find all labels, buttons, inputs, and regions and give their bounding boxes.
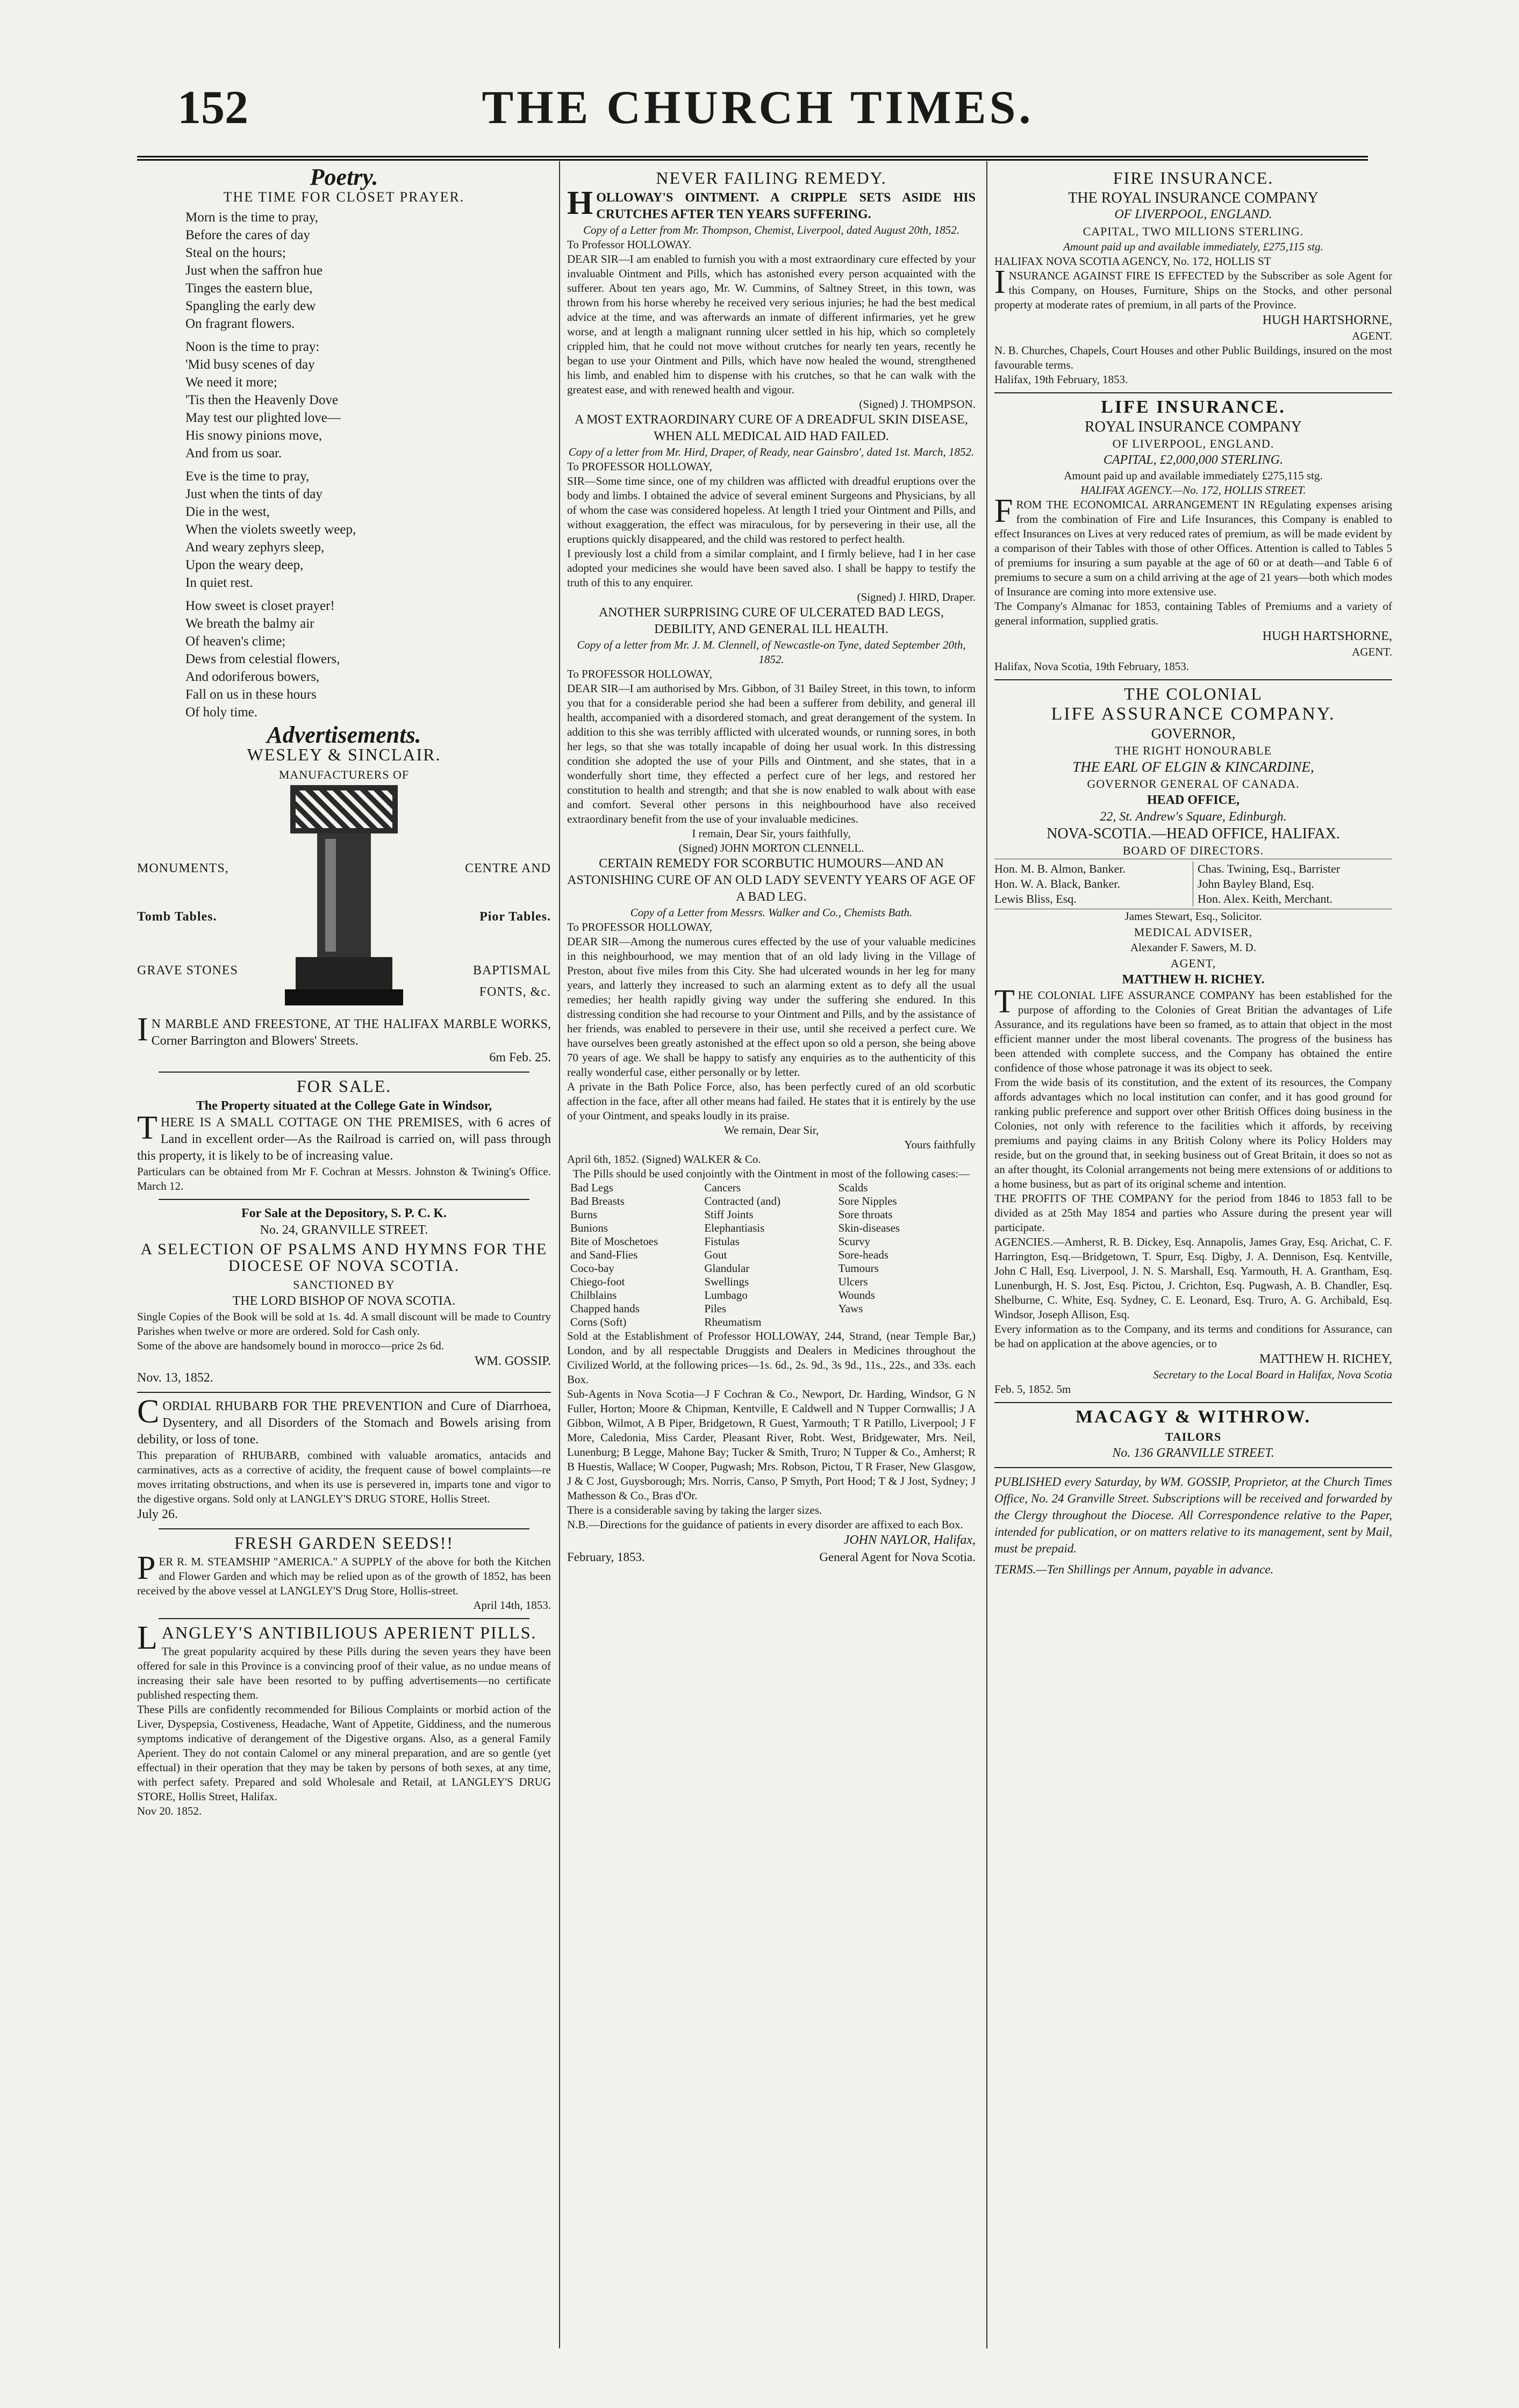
advertisements-heading: Advertisements. — [267, 722, 421, 748]
wesley-sinclair-ad — [137, 746, 551, 1066]
divider — [159, 1618, 529, 1619]
poem-stanza: Morn is the time to pray, Before the cares of day Steal on the hours; Just when the saffron hue Tinges the eastern blue, Spangling the early dew On fragrant flowers. — [185, 210, 323, 331]
governor-name: THE EARL OF ELGIN & KINCARDINE, — [1072, 759, 1314, 775]
ailment: Lumbago — [704, 1289, 748, 1302]
ailment: Scalds — [838, 1181, 868, 1194]
ailment: Bad Legs — [570, 1181, 613, 1194]
life-company: ROYAL INSURANCE COMPANY — [1085, 419, 1302, 435]
ad-title: WESLEY & SINCLAIR. — [247, 745, 441, 764]
label-centre-and: CENTRE AND — [465, 861, 551, 875]
ad-body: The great popularity acquired by these Pills during the seven years they have been offered for sale in this Province is a convincing proof of their value, as no undue means of increasing their sale have been resorted to by puffing advertisements—no certificate published respecting them. — [137, 1645, 551, 1701]
divider — [159, 1072, 529, 1073]
macagy-title: MACAGY & WITHROW. — [1076, 1407, 1311, 1427]
testimonial-heading: CERTAIN REMEDY FOR SCORBUTIC HUMOURS—AND AN ASTONISHING CURE OF AN OLD LADY SEVENTY YEARS OF AGE OF A BAD LEG. — [567, 857, 976, 904]
ailment: Coco-bay — [570, 1262, 614, 1275]
psalms-ad — [137, 1205, 551, 1386]
ailment: Tumours — [838, 1262, 879, 1275]
director: Hon. W. A. Black, Banker. — [994, 877, 1121, 890]
ailment: Sore Nipples — [838, 1195, 897, 1207]
ad-body: PER R. M. STEAMSHIP "AMERICA." A SUPPLY of the above for both the Kitchen and Flower Garden and which may be relied upon as of the growth of 1852, has been received by the above vessel at LANGLEY'S Drug Store, Hollis-street. — [137, 1550, 551, 1597]
medical-adviser-label: MEDICAL ADVISER, — [1134, 925, 1253, 939]
letter-addressee: To PROFESSOR HOLLOWAY, — [567, 460, 712, 473]
column-3 — [994, 167, 1392, 2348]
font-foot — [285, 989, 403, 1005]
ad-sale-line: For Sale at the Depository, S. P. C. K. — [241, 1206, 447, 1220]
ailment: Fistulas — [704, 1235, 740, 1248]
sold-at: Sold at the Establishment of Professor HOLLOWAY, 244, Strand, (near Temple Bar,) London, and by all respectable Druggists and Dealers in Medicines throughout the Civilized World, at the following prices—1s. 6d., 2s. 9d., 3s 9d., 11s., 22s., and 33s. each Box. — [567, 1329, 976, 1386]
ad-title: FOR SALE. — [296, 1076, 392, 1096]
font-bowl-pattern — [296, 790, 392, 828]
colonial-agencies: AGENCIES.—Amherst, R. B. Dickey, Esq. Annapolis, James Gray, Esq. Arichat, C. F. Harrington, Esq.—Bridgetown, T. Spurr, Esq. Digby, J. A. Dennison, Esq. Kentville, John C Hall, Esq. Liverpool, J. N. S. Marshall, Esq. Yarmouth, H. A. Grantham, Esq. Lunenburgh, H. S. Jost, Esq. Pictou, J. Crichton, Esq. Pugwash, A. B. Chandler, Esq. Shelburne, C. White, Esq. Sydney, C. E. Leonard, Esq. Truro, A. G. Archibald, Esq. Windsor, Joseph Allison, Esq. — [994, 1235, 1392, 1321]
ailment: Elephantiasis — [704, 1221, 765, 1234]
letter-body: DEAR SIR—I am enabled to furnish you with a most extraordinary cure effected by your invaluable Ointment and Pills, which has astonished every person acquainted with the sufferer. About ten years ago, Mr. W. Cummins, of Saltney Street, in this town, was thrown from his horse whereby he received very serious injuries; he had the best medical advice at the time, and was afterwards an inmate of different infirmaries, yet he grew worse, and at length a malignant running ulcer settled in his hip, which so completely crippled him, that he could not move without crutches for nearly ten years, recently he began to use your Ointment and Pills, which have now healed the wound, strengthened his limb, and enabled him to dispense with his crutches, so that he can walk with the greatest ease, and with renewed health and vigour. — [567, 253, 976, 396]
ailment: Sore-heads — [838, 1248, 889, 1261]
colonial-signature-role: Secretary to the Local Board in Halifax, Nova Scotia — [1153, 1368, 1392, 1381]
governor-role: GOVERNOR GENERAL OF CANADA. — [1087, 777, 1300, 790]
life-almanac: The Company's Almanac for 1853, containing Tables of Premiums and a variety of general information, supplied gratis. — [994, 600, 1392, 627]
poetry-heading: Poetry. — [310, 167, 378, 190]
head-office: HEAD OFFICE, — [1147, 793, 1239, 807]
remedy-heading: NEVER FAILING REMEDY. — [656, 168, 887, 188]
ailment: Wounds — [838, 1289, 875, 1302]
colonial-info: Every information as to the Company, and its terms and conditions for Assurance, can be had on application at the above agencies, or to — [994, 1322, 1392, 1350]
poem-stanza: Noon is the time to pray: 'Mid busy scenes of day We need it more; 'Tis then the Heavenly Dove May test our plighted love— His snowy pinions move, And from us soar. — [185, 340, 341, 461]
fire-insurance-heading: FIRE INSURANCE. — [1113, 168, 1274, 188]
directors-right — [1193, 861, 1392, 907]
life-agency: HALIFAX AGENCY.—No. 172, HOLLIS STREET. — [1080, 484, 1306, 497]
macagy-address: No. 136 GRANVILLE STREET. — [1112, 1446, 1274, 1460]
colonial-body: From the wide basis of its constitution, and the extent of its resources, the Company affords advantages which no local institution can confer, and it has good ground for ranking public preference and support over other British Offices doing business in the Colonies, not only with reference to the facilities which it affords, by receiving premiums and paying claims in any British Colony where its Policy Holders may reside, but on the ground that, in seeking business out of Great Britain, it does so not as an after thought, its Colonial arrangements not being mere extensions of or additions to a home business, but as part of its original scheme and intention. — [994, 1076, 1392, 1190]
seeds-ad — [137, 1535, 551, 1613]
board-heading: BOARD OF DIRECTORS. — [1122, 844, 1264, 857]
colonial-body: THE COLONIAL LIFE ASSURANCE COMPANY has been established for the purpose of affording to the Colonies of Great Britian the advantages of Life Assurance, and its regulations have been so framed, as to attain that object in the most efficient manner under the most liberal covenants. The progress of the business has been attended with complete success, and the Company has obtained the entire confidence of those whose patronage it was its object to seek. — [994, 983, 1392, 1074]
page-header — [32, 81, 1484, 150]
fire-agent-role: AGENT. — [1352, 329, 1392, 342]
director: Hon. M. B. Almon, Banker. — [994, 862, 1126, 875]
solicitor: James Stewart, Esq., Solicitor. — [1124, 910, 1262, 923]
agent-role: General Agent for Nova Scotia. — [819, 1550, 976, 1564]
letter-addressee: To Professor HOLLOWAY. — [567, 238, 692, 251]
langley-pills-ad — [137, 1620, 551, 1818]
ailment: Bite of Moschetoes — [570, 1235, 658, 1248]
ad-bishop: THE LORD BISHOP OF NOVA SCOTIA. — [232, 1294, 456, 1308]
life-insurance-heading: LIFE INSURANCE. — [1101, 397, 1286, 417]
letter-closing: We remain, Dear Sir, — [723, 1124, 819, 1137]
fire-date: Halifax, 19th February, 1853. — [994, 373, 1128, 386]
letter-source: Copy of a Letter from Mr. Thompson, Chemist, Liverpool, dated August 20th, 1852. — [583, 224, 959, 236]
column-2 — [567, 167, 976, 2348]
header-rule — [137, 156, 1368, 161]
divider — [159, 1528, 529, 1529]
agent-footer — [567, 1549, 976, 1565]
ad-subtitle: MANUFACTURERS OF — [278, 768, 410, 781]
governor-label: GOVERNOR, — [1151, 725, 1236, 742]
saving-note: There is a considerable saving by taking the larger sizes. — [567, 1504, 822, 1516]
fire-paid: Amount paid up and available immediately, £275,115 stg. — [1063, 240, 1323, 253]
letter-source: Copy of a letter from Mr. Hird, Draper, of Ready, near Gainsbro', dated 1st. March, 1852. — [568, 445, 975, 458]
ad-sanction: SANCTIONED BY — [293, 1278, 395, 1291]
ailment: Chapped hands — [570, 1302, 640, 1315]
font-base — [296, 957, 392, 989]
rhubarb-ad — [137, 1393, 551, 1523]
ailment: Burns — [570, 1208, 598, 1221]
column-1 — [137, 167, 551, 2348]
sub-agents: Sub-Agents in Nova Scotia—J F Cochran & Co., Newport, Dr. Harding, Windsor, G N Fuller, Horton; Moore & Chipman, Kentville, E Caldwell and N Tupper Cornwallis; J A Gibbon, Wilmot, A B Piper, Bridgetown, R Guest, Yarmouth; T R Patillo, Liverpool; J F More, Caledonia, Miss Carder, Pleasant River, Robt. West, Bridgewater, Mrs. Neil, Lunenburg; B Legge, Mahone Bay; Tucker & Smith, Truro; N Tupper & Co., Amherst; R B Huestis, Wallace; W Cooper, Pugwash; Mrs. Robson, Pictou, T R Fraser, New Glasgow, J & C Jost, Guysborough; Mrs. Norris, Canso, P Smyth, Port Hood; T & J Jost, Sydney; J Mathesson & Co., Bras d'Or. — [567, 1388, 976, 1502]
ailment: Yaws — [838, 1302, 863, 1315]
ailment: Chiego-foot — [570, 1275, 625, 1288]
fire-body: INSURANCE AGAINST FIRE IS EFFECTED by the Subscriber as sole Agent for this Company, on Houses, Furniture, Ships on the Stocks, and other personal property at moderate rates of premium, in all parts of the Province. — [994, 264, 1392, 311]
agent-label: AGENT, — [1170, 957, 1216, 970]
column-divider — [986, 161, 987, 2348]
letter-source: Copy of a letter from Mr. J. M. Clennell, of Newcastle-on Tyne, dated September 20th, 1852. — [577, 638, 966, 666]
ad-date: Nov 20. 1852. — [137, 1805, 202, 1817]
terms-notice: TERMS.—Ten Shillings per Annum, payable in advance. — [994, 1563, 1274, 1576]
ailment: Chilblains — [570, 1289, 617, 1302]
poem-stanza: How sweet is closet prayer! We breath the balmy air Of heaven's clime; Dews from celestial flowers, And odoriferous bowers, Fall on us in these hours Of holy time. — [185, 599, 340, 720]
letter-body: A private in the Bath Police Force, also, has been perfectly cured of an old scorbutic affection in the face, after all other means had failed. He states that it is entirely by the use of your Ointment, and speaks loudly in its praise. — [567, 1080, 976, 1122]
page-number: 152 — [177, 82, 248, 134]
ailment: Ulcers — [838, 1275, 868, 1288]
letter-body: DEAR SIR—I am authorised by Mrs. Gibbon, of 31 Bailey Street, in this town, to inform you that for a considerable period she had been a sufferer from debility, and general ill health, accompanied with a disordered stomach, and great derangement of the system. In addition to this she was terribly afflicted with ulcerated wounds, or running sores, in both her legs, so that she was totally incapable of doing her usual work. In this distressing condition she adopted the use of your Pills and Ointment, and she states, that in a wonderfully short time, they effected a perfect cure of her legs, and restored her constitution to health and strength; and that she is now enabled to walk about with ease and comfort. Several other persons in this neighbourhood have also received extraordinary benefit from the use of your invaluable medicines. — [567, 682, 976, 825]
testimonial-heading: A MOST EXTRAORDINARY CURE OF A DREADFUL SKIN DISEASE, WHEN ALL MEDICAL AID HAD FAILED. — [575, 413, 968, 443]
poem-stanza: Eve is the time to pray, Just when the tints of day Die in the west, When the violets sweetly weep, And weary zephyrs sleep, Upon the weary deep, In quiet rest. — [185, 469, 356, 590]
ad-title: CORDIAL RHUBARB FOR THE PREVENTION and Cure of Diarrhoea, Dysentery, and all Disorders of the Stomach and Bowels arising from debility, or loss of tone. — [137, 1393, 551, 1447]
baptismal-font-image — [274, 785, 414, 1011]
life-date: Halifax, Nova Scotia, 19th February, 1853. — [994, 660, 1189, 673]
ad-body: THERE IS A SMALL COTTAGE ON THE PREMISES, with 6 acres of Land in excellent order—As the Railroad is carried on, will pass through this property, it is likely to be of increasing value. — [137, 1110, 551, 1163]
life-capital: CAPITAL, £2,000,000 STERLING. — [1103, 453, 1284, 467]
divider — [137, 1392, 551, 1393]
pills-note: The Pills should be used conjointly with the Ointment in most of the following cases:— — [572, 1167, 970, 1180]
letter-signature: April 6th, 1852. (Signed) WALKER & Co. — [567, 1153, 761, 1166]
agent-date: February, 1853. — [567, 1550, 645, 1564]
font-illustration-block — [137, 785, 551, 1016]
director: Chas. Twining, Esq., Barrister — [1198, 862, 1341, 875]
letter-addressee: To PROFESSOR HOLLOWAY, — [567, 667, 712, 680]
colonial-signature: MATTHEW H. RICHEY, — [1259, 1352, 1392, 1366]
ad-signer: WM. GOSSIP. — [474, 1354, 551, 1368]
label-baptismal: BAPTISMAL — [472, 964, 551, 977]
medical-adviser-name: Alexander F. Sawers, M. D. — [1130, 941, 1256, 954]
governor-title: THE RIGHT HONOURABLE — [1114, 744, 1272, 757]
ailment: and Sand-Flies — [570, 1248, 638, 1261]
ailment: Corns (Soft) — [570, 1316, 627, 1328]
publication-notice: PUBLISHED every Saturday, by WM. GOSSIP, Proprietor, at the Church Times Office, No. 24 Granville Street. Subscriptions will be received and forwarded by the Clergy throughout the Diocese. All Correspondence relative to the Paper, intended for publication, or on matters relative to its management, sent by Mail, must be prepaid. — [994, 1475, 1392, 1555]
letter-source: Copy of a Letter from Messrs. Walker and Co., Chemists Bath. — [630, 906, 913, 919]
colonial-heading: LIFE ASSURANCE COMPANY. — [1051, 704, 1336, 724]
letter-closing: I remain, Dear Sir, yours faithfully, — [692, 827, 851, 840]
ailment: Skin-diseases — [838, 1221, 900, 1234]
divider — [994, 1402, 1392, 1403]
life-body: FROM THE ECONOMICAL ARRANGEMENT IN REgulating expenses arising from the combination of Fire and Life Insurances, this Company is enabled to effect Insurances on Lives at very reduced rates of premium, as will be made evident by a comparison of their Tables with those of other Offices. Attention is called to Tables 5 of premiums for insuring a sum payable at the age of 60 or at death—and Table 6 of premiums to secure a sum on a child arriving at the age of 21 years—both which modes of Insurance are coming into more extensive use. — [994, 493, 1392, 598]
divider — [994, 392, 1392, 393]
ad-date: July 26. — [137, 1507, 178, 1521]
directors-table — [994, 859, 1392, 909]
masthead: THE CHURCH TIMES. — [482, 82, 1034, 134]
letter-addressee: To PROFESSOR HOLLOWAY, — [567, 921, 712, 933]
nova-scotia-office: NOVA-SCOTIA.—HEAD OFFICE, HALIFAX. — [1047, 825, 1340, 842]
ad-body: This preparation of RHUBARB, combined with valuable aromatics, antacids and carminatives, acts as a corrective of acidity, the frequent cause of bowel complaints—re moves irritating obstructions, and when its use is persevered in, imparts tone and vigor to the digestive organs. Sold only at LANGLEY'S DRUG STORE, Hollis Street. — [137, 1449, 551, 1505]
letter-signature: (Signed) J. HIRD, Draper. — [857, 591, 976, 603]
testimonial-heading: ANOTHER SURPRISING CURE OF ULCERATED BAD LEGS, DEBILITY, AND GENERAL ILL HEALTH. — [598, 606, 944, 636]
fire-agency: HALIFAX NOVA SCOTIA AGENCY, No. 172, HOLLIS ST — [994, 255, 1271, 268]
ad-title: LANGLEY'S ANTIBILIOUS APERIENT PILLS. — [137, 1620, 537, 1656]
ad-date: April 14th, 1853. — [473, 1599, 551, 1612]
holloway-intro-title: HOLLOWAY'S OINTMENT. A CRIPPLE SETS ASIDE HIS CRUTCHES AFTER TEN YEARS SUFFERING. — [567, 185, 976, 221]
label-tomb-tables: Tomb Tables. — [137, 910, 217, 924]
ailments-table — [567, 1181, 976, 1329]
ad-subtitle: The Property situated at the College Gate in Windsor, — [196, 1099, 492, 1113]
ailment: Glandular — [704, 1262, 750, 1275]
ad-body: IN MARBLE AND FREESTONE, AT THE HALIFAX MARBLE WORKS, Corner Barrington and Blowers' Streets. — [137, 1011, 551, 1048]
label-grave-stones: GRAVE STONES — [137, 964, 238, 977]
poem-title: THE TIME FOR CLOSET PRAYER. — [223, 189, 465, 205]
director: Hon. Alex. Keith, Merchant. — [1198, 892, 1333, 905]
label-fonts: FONTS, &c. — [479, 985, 551, 999]
ad-particulars: Particulars can be obtained from Mr F. Cochran at Messrs. Johnston & Twining's Office. March 12. — [137, 1165, 551, 1192]
colonial-date: Feb. 5, 1852. 5m — [994, 1383, 1071, 1396]
ailment: Contracted (and) — [704, 1195, 781, 1207]
ailment: Sore throats — [838, 1208, 893, 1221]
letter-body: DEAR SIR—Among the numerous cures effected by the use of your valuable medicines in this neighbourhood, we may mention that of an old lady living in the Village of Preston, about five miles from this City. She had ulcerated wounds in her leg for many years, and latterly they increased to such an alarming extent as to defy all the usual remedies; her health rapidly giving way under the suffering she endured. In this distressing condition she had recourse to your Ointment and Pills, and by the assistance of her friends, was enabled to persevere in their use, until she received a perfect cure. We have ourselves been greatly astonished at the effect upon so old a person, she being above 70 years of age. We shall be happy to satisfy any enquiries as to the authenticity of this really wonderful case, either personally or by letter. — [567, 935, 976, 1079]
fire-agent: HUGH HARTSHORNE, — [1262, 313, 1392, 327]
ailment: Gout — [704, 1248, 727, 1261]
colonial-heading: THE COLONIAL — [1124, 684, 1263, 703]
life-city: OF LIVERPOOL, ENGLAND. — [1112, 437, 1274, 450]
ad-body: These Pills are confidently recommended for Bilious Complaints or morbid action of the Liver, Dyspepsia, Costiveness, Headache, Want of Appetite, Giddiness, and the numerous symptoms indicative of derangement of the Digestive organs. Also, as a general Family Aperient. They do not contain Calomel or any mineral preparation, and are so gentle (yet effectual) in their operation that they may be taken by persons of both sexes, at any time, with perfect safety. Prepared and sold Wholesale and Retail, at LANGLEY'S DRUG STORE, Hollis Street, Halifax. — [137, 1703, 551, 1803]
life-paid: Amount paid up and available immediately £275,115 stg. — [1064, 469, 1323, 482]
column-divider — [559, 161, 560, 2348]
directions-note: N.B.—Directions for the guidance of patients in every disorder are affixed to each Box. — [567, 1518, 963, 1531]
ad-address: No. 24, GRANVILLE STREET. — [260, 1223, 428, 1237]
letter-signature: (Signed) J. THOMPSON. — [859, 398, 976, 411]
head-office-address: 22, St. Andrew's Square, Edinburgh. — [1100, 810, 1287, 824]
ailment: Piles — [704, 1302, 727, 1315]
letter-body: I previously lost a child from a similar complaint, and I firmly believe, had I in her case adopted your medicines she would have been saved also. I shall be happy to testify the truth of this to any enquirer. — [567, 547, 976, 589]
fire-nb: N. B. Churches, Chapels, Court Houses and other Public Buildings, insured on the most favourable terms. — [994, 344, 1392, 371]
ad-date: 6m Feb. 25. — [489, 1051, 551, 1065]
directors-left — [994, 861, 1193, 907]
macagy-subtitle: TAILORS — [1165, 1430, 1222, 1443]
director: Lewis Bliss, Esq. — [994, 892, 1077, 905]
label-monuments: MONUMENTS, — [137, 861, 229, 875]
fire-city: OF LIVERPOOL, ENGLAND. — [1114, 207, 1272, 221]
life-agent: HUGH HARTSHORNE, — [1262, 629, 1392, 643]
label-pior-tables: Pior Tables. — [479, 910, 551, 924]
ad-date: Nov. 13, 1852. — [137, 1371, 213, 1385]
ailment: Rheumatism — [704, 1316, 762, 1328]
divider — [994, 1467, 1392, 1468]
director: John Bayley Bland, Esq. — [1198, 877, 1314, 890]
ailment: Bad Breasts — [570, 1195, 625, 1207]
ad-title: FRESH GARDEN SEEDS!! — [234, 1533, 454, 1552]
ailment: Stiff Joints — [704, 1208, 754, 1221]
divider — [994, 679, 1392, 680]
letter-closing: Yours faithfully — [904, 1138, 976, 1151]
font-stem-highlight — [325, 839, 336, 952]
ailment: Cancers — [704, 1181, 741, 1194]
letter-signature: (Signed) JOHN MORTON CLENNELL. — [678, 842, 864, 854]
ailment: Scurvy — [838, 1235, 871, 1248]
agent-name: MATTHEW H. RICHEY. — [1122, 973, 1265, 987]
ad-title: A SELECTION OF PSALMS AND HYMNS FOR THE DIOCESE OF NOVA SCOTIA. — [140, 1240, 548, 1275]
ailment: Bunions — [570, 1221, 608, 1234]
poem — [137, 209, 551, 721]
for-sale-ad — [137, 1078, 551, 1194]
ailment — [839, 1316, 972, 1329]
fire-company: THE ROYAL INSURANCE COMPANY — [1068, 190, 1319, 206]
ad-body: Single Copies of the Book will be sold at 1s. 4d. A small discount will be made to Country Parishes when twelve or more are ordered. Sold for Cash only. — [137, 1310, 551, 1338]
agent-name: JOHN NAYLOR, Halifax, — [843, 1533, 976, 1547]
life-agent-role: AGENT. — [1352, 645, 1392, 658]
ad-body: Some of the above are handsomely bound in morocco—price 2s 6d. — [137, 1339, 444, 1352]
divider — [159, 1199, 529, 1200]
letter-body: SIR—Some time since, one of my children was afflicted with dreadful eruptions over the body and limbs. I obtained the advice of several eminent Surgeons and Physicians, by all of whom the case was considered hopeless. At length I tried your Ointment and Pills, and without exaggeration, the effect was miraculous, for by persevering in their use, all the eruptions quickly disappeared, and the child was restored to perfect health. — [567, 475, 976, 545]
colonial-profits: THE PROFITS OF THE COMPANY for the period from 1846 to 1853 fall to be divided as at 25th May 1854 and parties who Assure during the present year will participate. — [994, 1192, 1392, 1234]
fire-capital: CAPITAL, TWO MILLIONS STERLING. — [1083, 225, 1304, 238]
ailment: Swellings — [704, 1275, 749, 1288]
